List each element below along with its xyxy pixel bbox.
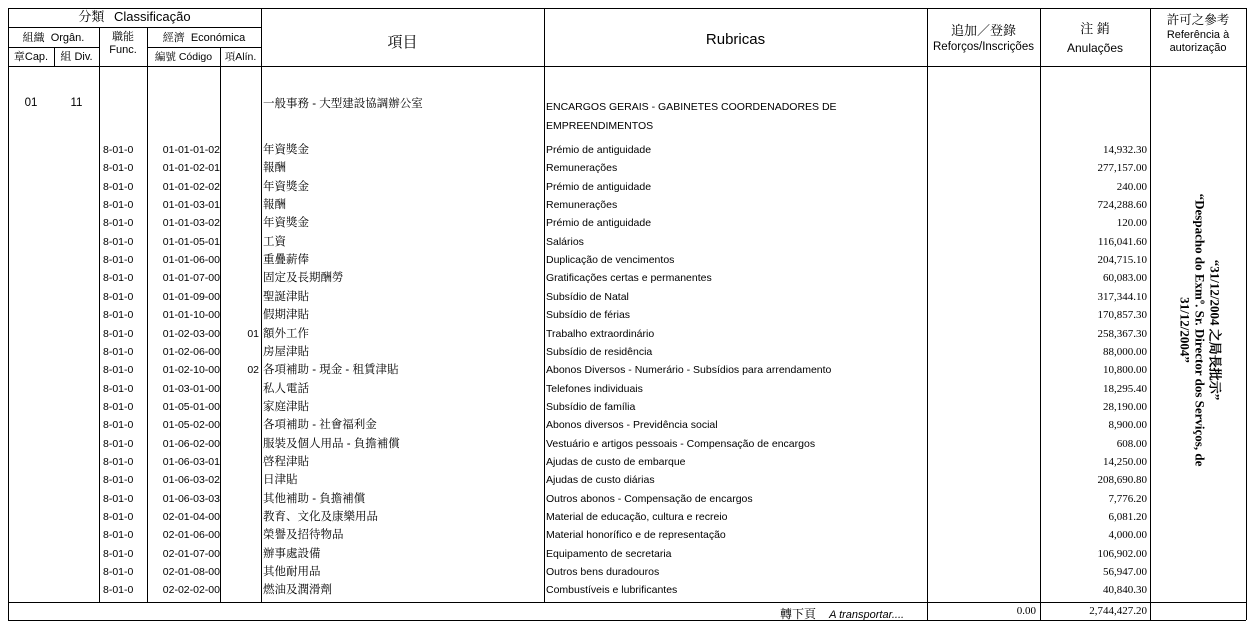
anulacoes-cell: 14,250.00 — [1103, 456, 1147, 468]
header-codigo — [147, 51, 220, 64]
code-cell: 01-06-03-03 — [162, 493, 220, 505]
footer-top-line — [8, 602, 1246, 603]
rubrica-pt-cell: Vestuário e artigos pessoais - Compensação de encargos — [546, 438, 816, 450]
func-cell: 8-01-0 — [103, 438, 134, 450]
table-border-bottom — [8, 620, 1246, 621]
rubrica-pt-cell: Telefones individuais — [546, 383, 643, 395]
header-organica-pt: Orgân. — [50, 32, 85, 44]
code-cell: 01-06-03-01 — [162, 456, 220, 468]
rubrica-pt-cell: Ajudas de custo de embarque — [546, 456, 686, 468]
header-item: 項目 — [387, 34, 418, 51]
anulacoes-cell: 277,157.00 — [1097, 162, 1147, 174]
header-reforcos-pt: Reforços/Inscrições — [933, 41, 1034, 53]
anulacoes-cell: 170,857.30 — [1097, 309, 1147, 321]
item-zh-cell: 榮譽及招待物品 — [263, 529, 344, 541]
rubrica-pt-cell: Subsídio de família — [546, 401, 636, 413]
anulacoes-cell: 7,776.20 — [1108, 493, 1147, 505]
code-cell: 01-01-09-00 — [162, 291, 220, 303]
code-cell: 01-01-03-02 — [162, 217, 220, 229]
header-rubricas: Rubricas — [705, 31, 766, 48]
code-cell: 01-05-01-00 — [162, 401, 220, 413]
header-economica — [147, 32, 261, 45]
rubrica-pt-cell: Gratificações certas e permanentes — [546, 272, 712, 284]
group-designacao-pt-line1: ENCARGOS GERAIS - GABINETES COORDENADORES DE — [546, 101, 837, 113]
footer-reforcos-total: 0.00 — [1016, 605, 1036, 617]
header-codigo-zh: 編號 — [154, 51, 176, 63]
header-line-classificacao — [8, 27, 261, 28]
rubrica-pt-cell: Salários — [546, 236, 584, 248]
rubrica-pt-cell: Prémio de antiguidade — [546, 144, 652, 156]
rubrica-pt-cell: Subsídio de férias — [546, 309, 631, 321]
func-cell: 8-01-0 — [103, 383, 134, 395]
item-zh-cell: 年資獎金 — [263, 144, 309, 156]
item-zh-cell: 年資獎金 — [263, 217, 309, 229]
func-cell: 8-01-0 — [103, 511, 134, 523]
header-bottom-line — [8, 66, 1246, 67]
func-cell: 8-01-0 — [103, 566, 134, 578]
rubrica-pt-cell: Equipamento de secretaria — [546, 548, 672, 560]
code-cell: 02-01-04-00 — [162, 511, 220, 523]
anulacoes-cell: 60,083.00 — [1103, 272, 1147, 284]
func-cell: 8-01-0 — [103, 217, 134, 229]
code-cell: 01-03-01-00 — [162, 383, 220, 395]
rubrica-pt-cell: Prémio de antiguidade — [546, 181, 652, 193]
group-designacao-zh: 一般事務 - 大型建設協調辦公室 — [263, 98, 423, 110]
code-cell: 01-01-02-02 — [162, 181, 220, 193]
code-cell: 02-01-08-00 — [162, 566, 220, 578]
header-economica-pt: Económica — [190, 32, 246, 44]
col-line-reforcos — [1040, 8, 1041, 620]
alinea-cell: 02 — [247, 364, 259, 376]
item-zh-cell: 重疊薪俸 — [263, 254, 309, 266]
referencia-note-line1: “31/12/2004 之局長批示” — [1207, 259, 1223, 401]
item-zh-cell: 燃油及潤滑劑 — [263, 584, 332, 596]
anulacoes-cell: 18,295.40 — [1103, 383, 1147, 395]
anulacoes-cell: 317,344.10 — [1097, 291, 1147, 303]
anulacoes-cell: 88,000.00 — [1103, 346, 1147, 358]
code-cell: 01-01-02-01 — [162, 162, 220, 174]
code-cell: 01-01-05-01 — [162, 236, 220, 248]
header-referencia-pt2: autorização — [1169, 42, 1227, 54]
item-zh-cell: 聖誕津貼 — [263, 291, 309, 303]
anulacoes-cell: 56,947.00 — [1103, 566, 1147, 578]
func-cell: 8-01-0 — [103, 199, 134, 211]
code-cell: 02-01-07-00 — [162, 548, 220, 560]
footer-label — [780, 605, 904, 622]
rubrica-pt-cell: Prémio de antiguidade — [546, 217, 652, 229]
anulacoes-cell: 608.00 — [1116, 438, 1147, 450]
rubrica-pt-cell: Remunerações — [546, 199, 618, 211]
func-cell: 8-01-0 — [103, 254, 134, 266]
code-cell: 02-01-06-00 — [162, 529, 220, 541]
code-cell: 01-01-10-00 — [162, 309, 220, 321]
func-cell: 8-01-0 — [103, 401, 134, 413]
referencia-note-line2: “Despacho do Exmº. Sr. Director dos Serviços, de 31/12/2004” — [1177, 193, 1208, 467]
header-alinea — [220, 51, 261, 64]
header-alinea-zh: 項 — [224, 51, 236, 63]
header-organica — [8, 32, 99, 45]
func-cell: 8-01-0 — [103, 236, 134, 248]
table-border-top — [8, 8, 1246, 9]
code-cell: 01-05-02-00 — [162, 419, 220, 431]
header-alinea-pt: Alín. — [235, 51, 257, 63]
item-zh-cell: 其他補助 - 負擔補償 — [263, 493, 366, 505]
code-cell: 01-01-06-00 — [162, 254, 220, 266]
item-zh-cell: 報酬 — [263, 199, 286, 211]
code-cell: 01-02-06-00 — [162, 346, 220, 358]
footer-label-pt: A transportar.... — [829, 609, 905, 621]
header-classificacao-pt: Classificação — [114, 9, 191, 24]
item-zh-cell: 服裝及個人用品 - 負擔補償 — [263, 438, 400, 450]
item-zh-cell: 固定及長期酬勞 — [263, 272, 344, 284]
anulacoes-cell: 120.00 — [1116, 217, 1147, 229]
func-cell: 8-01-0 — [103, 162, 134, 174]
col-line-div — [99, 27, 100, 602]
header-anulacoes-zh: 注 銷 — [1080, 21, 1110, 36]
header-funcional-zh: 職能 — [112, 31, 134, 43]
rubrica-pt-cell: Subsídio de Natal — [546, 291, 629, 303]
anulacoes-cell: 4,000.00 — [1108, 529, 1147, 541]
code-cell: 01-02-10-00 — [162, 364, 220, 376]
func-cell: 8-01-0 — [103, 474, 134, 486]
anulacoes-cell: 10,800.00 — [1103, 364, 1147, 376]
func-cell: 8-01-0 — [103, 328, 134, 340]
col-line-anulacoes — [1150, 8, 1151, 620]
header-classificacao — [8, 10, 261, 24]
anulacoes-cell: 106,902.00 — [1097, 548, 1147, 560]
anulacoes-cell: 240.00 — [1116, 181, 1147, 193]
header-referencia-zh: 許可之參考 — [1166, 13, 1230, 27]
col-line-right — [1246, 8, 1247, 620]
rubrica-pt-cell: Material de educação, cultura e recreio — [546, 511, 728, 523]
item-zh-cell: 房屋津貼 — [263, 346, 309, 358]
header-funcional-pt: Func. — [109, 44, 137, 56]
anulacoes-cell: 116,041.60 — [1097, 236, 1147, 248]
col-line-code — [220, 47, 221, 602]
func-cell: 8-01-0 — [103, 346, 134, 358]
rubrica-pt-cell: Outros abonos - Compensação de encargos — [546, 493, 753, 505]
rubrica-pt-cell: Combustíveis e lubrificantes — [546, 584, 678, 596]
func-cell: 8-01-0 — [103, 548, 134, 560]
group-designacao-pt-line2: EMPREENDIMENTOS — [546, 120, 654, 132]
rubrica-pt-cell: Abonos Diversos - Numerário - Subsídios para arrendamento — [546, 364, 832, 376]
anulacoes-cell: 14,932.30 — [1103, 144, 1147, 156]
code-cell: 02-02-02-00 — [162, 584, 220, 596]
anulacoes-cell: 6,081.20 — [1108, 511, 1147, 523]
col-line-item — [544, 8, 545, 602]
rubrica-pt-cell: Remunerações — [546, 162, 618, 174]
func-cell: 8-01-0 — [103, 584, 134, 596]
code-cell: 01-01-07-00 — [162, 272, 220, 284]
item-zh-cell: 假期津貼 — [263, 309, 309, 321]
footer-label-zh: 轉下頁 — [780, 607, 817, 621]
item-zh-cell: 各項補助 - 社會福利金 — [263, 419, 377, 431]
header-funcional — [99, 31, 147, 57]
rubrica-pt-cell: Duplicação de vencimentos — [546, 254, 675, 266]
anulacoes-cell: 28,190.00 — [1103, 401, 1147, 413]
referencia-note-text — [1178, 180, 1223, 480]
rubrica-pt-cell: Abonos diversos - Previdência social — [546, 419, 718, 431]
item-zh-cell: 其他耐用品 — [263, 566, 321, 578]
header-div — [54, 51, 99, 64]
func-cell: 8-01-0 — [103, 309, 134, 321]
header-cap-zh: 章 — [13, 51, 25, 63]
func-cell: 8-01-0 — [103, 144, 134, 156]
header-reforcos — [927, 24, 1040, 54]
item-zh-cell: 日津貼 — [263, 474, 298, 486]
anulacoes-cell: 204,715.10 — [1097, 254, 1147, 266]
col-line-func — [147, 27, 148, 602]
item-zh-cell: 啓程津貼 — [263, 456, 309, 468]
group-designacao-pt — [546, 98, 837, 136]
item-zh-cell: 額外工作 — [263, 328, 309, 340]
header-classificacao-zh: 分類 — [78, 9, 105, 24]
item-zh-cell: 各項補助 - 現金 - 租賃津貼 — [263, 364, 399, 376]
rubrica-pt-cell: Outros bens duradouros — [546, 566, 660, 578]
anulacoes-cell: 208,690.80 — [1097, 474, 1147, 486]
item-zh-cell: 教育、文化及康樂用品 — [263, 511, 378, 523]
header-referencia — [1150, 14, 1246, 55]
header-div-zh: 組 — [60, 51, 72, 63]
header-anulacoes — [1040, 22, 1150, 55]
func-cell: 8-01-0 — [103, 529, 134, 541]
anulacoes-cell: 258,367.30 — [1097, 328, 1147, 340]
alinea-cell: 01 — [247, 328, 259, 340]
rubrica-pt-cell: Subsídio de residência — [546, 346, 653, 358]
header-economica-zh: 經濟 — [162, 32, 185, 44]
func-cell: 8-01-0 — [103, 291, 134, 303]
col-line-rubricas — [927, 8, 928, 620]
code-cell: 01-06-03-02 — [162, 474, 220, 486]
header-div-pt: Div. — [74, 51, 93, 63]
item-zh-cell: 私人電話 — [263, 383, 309, 395]
group-capitulo: 01 — [24, 97, 38, 109]
header-reforcos-zh: 追加／登錄 — [950, 23, 1016, 38]
item-zh-cell: 工資 — [263, 236, 286, 248]
item-zh-cell: 報酬 — [263, 162, 286, 174]
footer-anulacoes-total: 2,744,427.20 — [1089, 605, 1147, 617]
rubrica-pt-cell: Trabalho extraordinário — [546, 328, 655, 340]
rubrica-pt-cell: Material honorífico e de representação — [546, 529, 726, 541]
header-cap-pt: Cap. — [24, 51, 49, 63]
header-organica-zh: 組織 — [22, 32, 45, 44]
header-anulacoes-pt: Anulações — [1066, 41, 1124, 55]
anulacoes-cell: 8,900.00 — [1108, 419, 1147, 431]
func-cell: 8-01-0 — [103, 272, 134, 284]
anulacoes-cell: 724,288.60 — [1097, 199, 1147, 211]
item-zh-cell: 家庭津貼 — [263, 401, 309, 413]
func-cell: 8-01-0 — [103, 456, 134, 468]
item-zh-cell: 辦事處設備 — [263, 548, 321, 560]
header-cap — [8, 51, 54, 64]
code-cell: 01-01-01-02 — [162, 144, 220, 156]
func-cell: 8-01-0 — [103, 181, 134, 193]
rubrica-pt-cell: Ajudas de custo diárias — [546, 474, 655, 486]
header-referencia-pt1: Referência à — [1166, 29, 1230, 41]
header-line-sub2 — [147, 47, 261, 48]
code-cell: 01-06-02-00 — [162, 438, 220, 450]
anulacoes-cell: 40,840.30 — [1103, 584, 1147, 596]
func-cell: 8-01-0 — [103, 493, 134, 505]
group-divisao: 11 — [70, 97, 83, 109]
func-cell: 8-01-0 — [103, 364, 134, 376]
item-zh-cell: 年資獎金 — [263, 181, 309, 193]
col-line-alinea — [261, 8, 262, 602]
code-cell: 01-01-03-01 — [162, 199, 220, 211]
header-codigo-pt: Código — [178, 51, 213, 63]
code-cell: 01-02-03-00 — [162, 328, 220, 340]
func-cell: 8-01-0 — [103, 419, 134, 431]
